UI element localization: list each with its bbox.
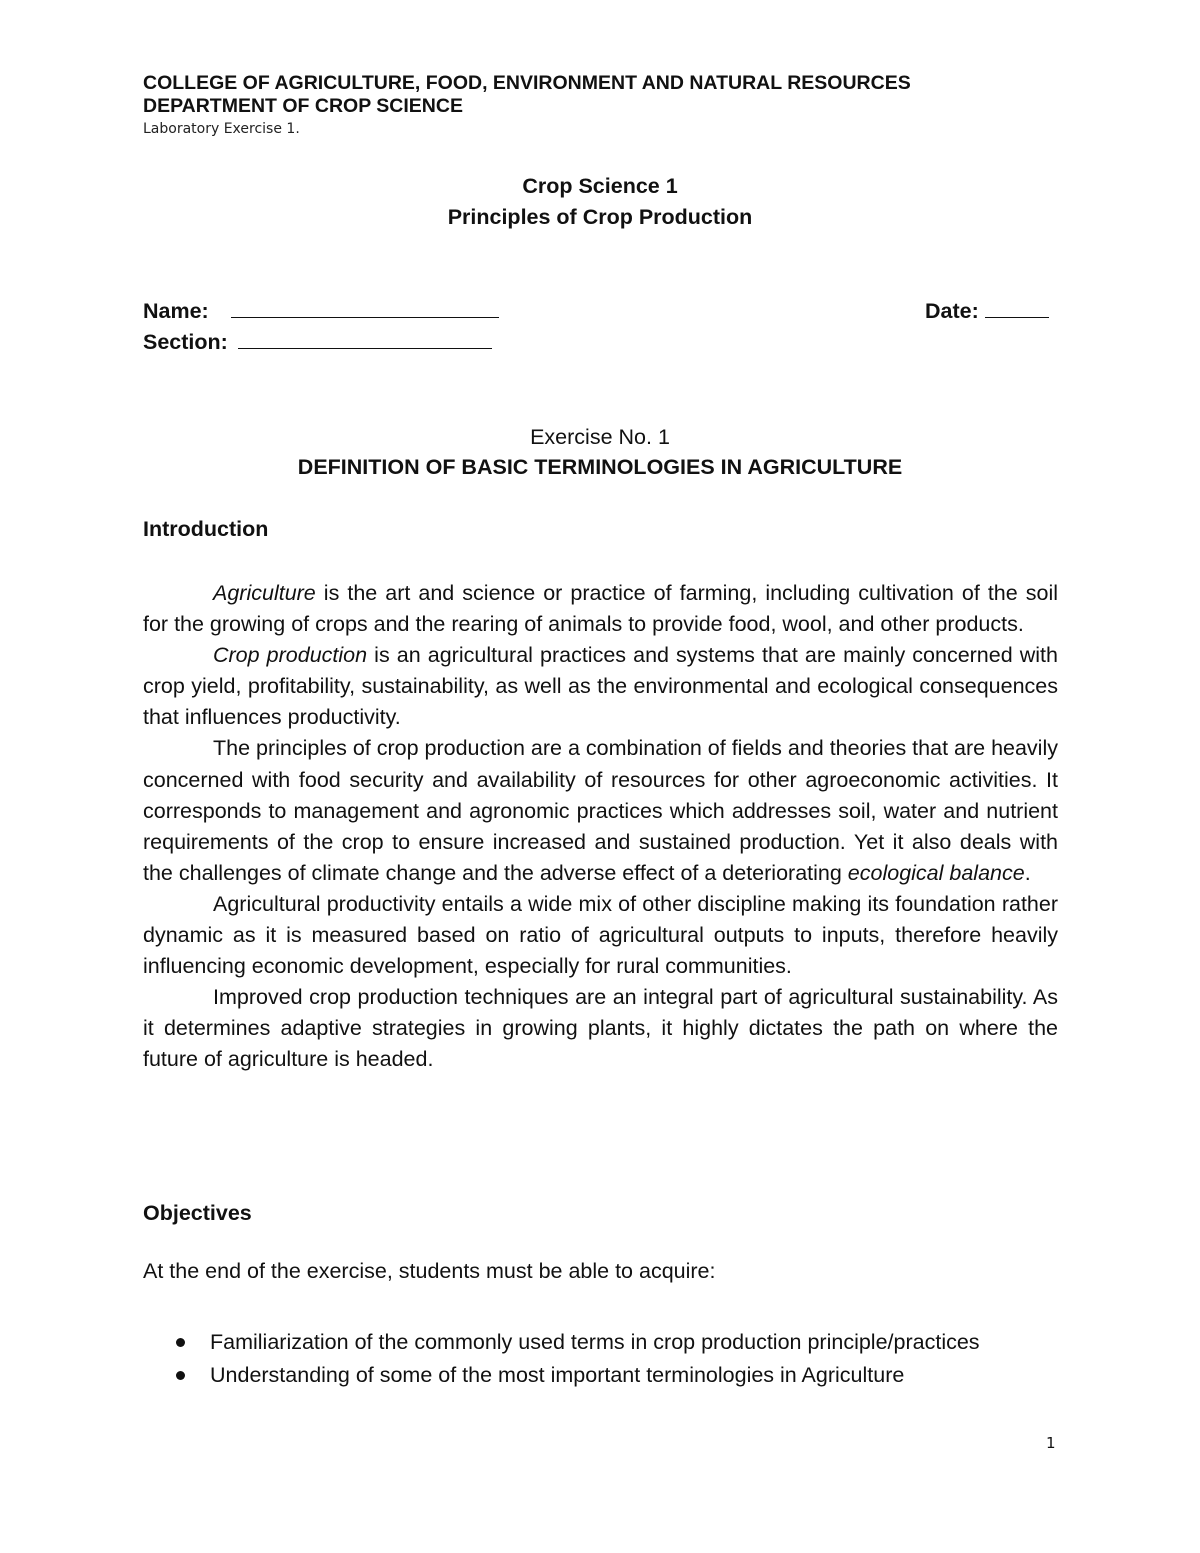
intro-paragraph-principles: The principles of crop production are a combination of fields and theories that are heavily concerned with food security and availability of resources for other agroeconomic activities. It corresponds to management and agronomic practices which addresses soil, water and nutrient requirements of the crop to ensure increased and sustained production. Yet it also deals with the challenges of climate change and the adverse effect of a deteriorating ecological balance. xyxy=(143,736,1058,885)
intro-paragraph-techniques: Improved crop production techniques are an integral part of agricultural sustainability. As it determines adaptive strategies in growing plants, it highly dictates the path on where the future of agriculture is headed. xyxy=(143,985,1058,1072)
name-field xyxy=(143,299,499,324)
exercise-title: DEFINITION OF BASIC TERMINOLOGIES IN AGRICULTURE xyxy=(297,455,903,479)
term-agriculture: Agriculture xyxy=(213,581,316,605)
introduction-body xyxy=(143,578,1058,1076)
date-label: Date: xyxy=(925,299,979,323)
exercise-number: Exercise No. 1 xyxy=(530,425,670,449)
bullet-icon xyxy=(176,1371,185,1380)
introduction-heading: Introduction xyxy=(143,517,269,541)
college-name: COLLEGE OF AGRICULTURE, FOOD, ENVIRONMENT AND NATURAL RESOURCES xyxy=(143,72,911,94)
term-ecological-balance: ecological balance xyxy=(847,860,1025,885)
list-item: Understanding of some of the most important terminologies in Agriculture xyxy=(170,1359,980,1392)
date-field xyxy=(925,299,1049,324)
intro-paragraph-agriculture: Agriculture is the art and science or practice of farming, including cultivation of the soil for the growing of crops and the rearing of animals to provide food, wool, and other products. xyxy=(143,581,1058,637)
objectives-lead: At the end of the exercise, students must be able to acquire: xyxy=(143,1259,716,1283)
objectives-list xyxy=(170,1326,980,1392)
course-title: Principles of Crop Production xyxy=(447,205,753,229)
lab-exercise-label: Laboratory Exercise 1. xyxy=(143,121,300,137)
name-label: Name: xyxy=(143,299,209,323)
course-code: Crop Science 1 xyxy=(522,174,678,198)
intro-paragraph-productivity: Agricultural productivity entails a wide mix of other discipline making its foundation rather dynamic as it is measured based on ratio of agricultural outputs to inputs, therefore heavily influencing economic development, especially for rural communities. xyxy=(143,891,1058,979)
bullet-icon xyxy=(176,1338,185,1347)
term-crop-production: Crop production xyxy=(213,643,368,668)
name-blank-line[interactable] xyxy=(231,300,499,318)
date-blank-line[interactable] xyxy=(985,300,1049,318)
section-field xyxy=(143,330,492,355)
page-number: 1 xyxy=(1046,1434,1056,1452)
objectives-heading: Objectives xyxy=(143,1201,252,1225)
intro-paragraph-crop-production: Crop production is an agricultural practices and systems that are mainly concerned with crop yield, profitability, sustainability, as well as the environmental and ecological consequences that influences productivity. xyxy=(143,643,1058,730)
list-item: Familiarization of the commonly used terms in crop production principle/practices xyxy=(170,1326,980,1359)
department-name: DEPARTMENT OF CROP SCIENCE xyxy=(143,95,463,117)
section-label: Section: xyxy=(143,330,228,354)
section-blank-line[interactable] xyxy=(238,331,492,349)
document-header xyxy=(143,72,911,140)
